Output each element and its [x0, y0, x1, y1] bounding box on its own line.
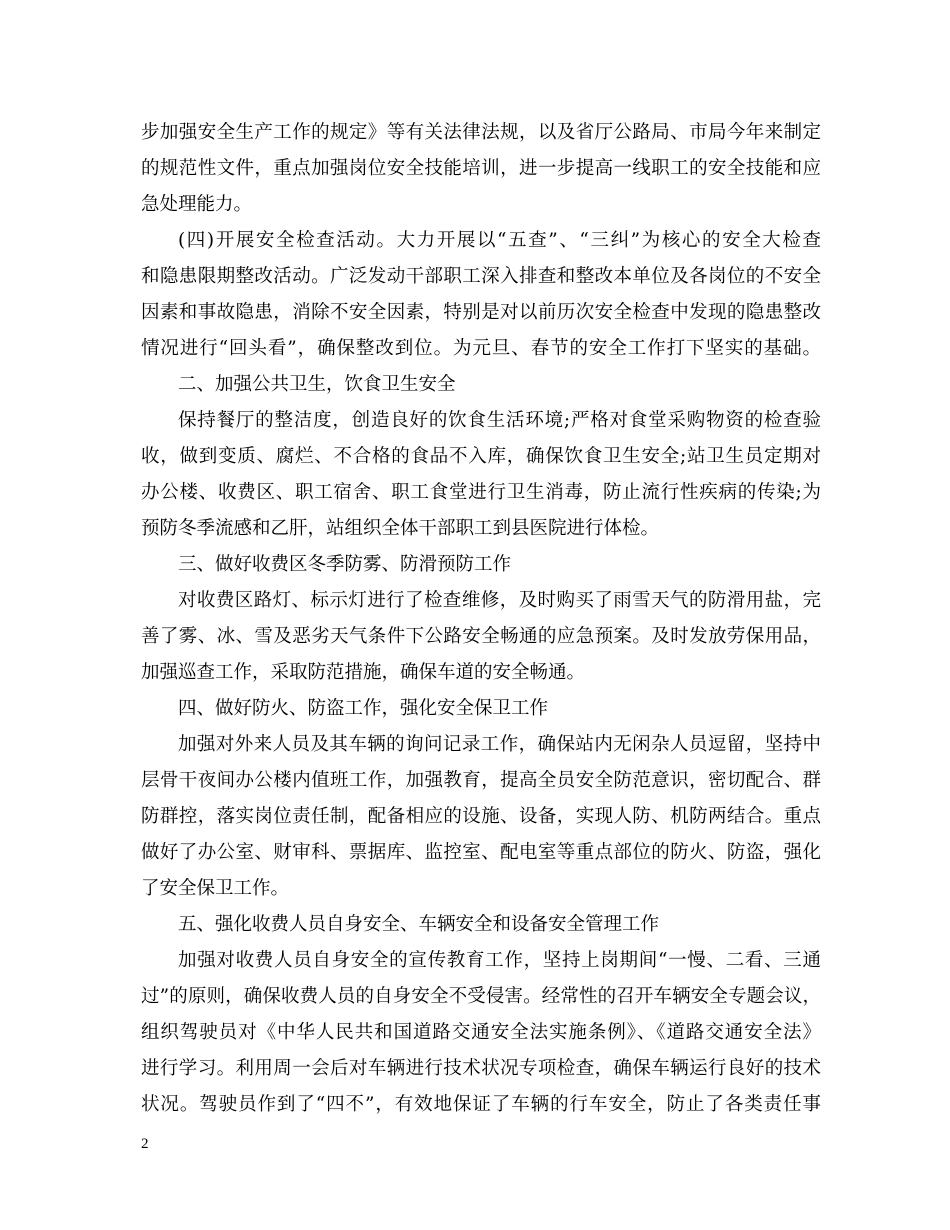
- text-line: 急处理能力。: [141, 194, 253, 215]
- text-line: 预防冬季流感和乙肝，站组织全体干部职工到县医院进行体检。: [141, 518, 660, 539]
- text-line: 步加强安全生产工作的规定》等有关法律法规，以及省厅公路局、市局今年来制定: [141, 122, 821, 143]
- text-line: 进行学习。利用周一会后对车辆进行技术状况专项检查，确保车辆运行良好的技术: [141, 1058, 821, 1079]
- text-line: 收，做到变质、腐烂、不合格的食品不入库，确保饮食卫生安全;站卫生员定期对: [141, 446, 821, 467]
- document-body: [141, 115, 821, 1123]
- text-line: 加强对外来人员及其车辆的询问记录工作，确保站内无闲杂人员逗留，坚持中: [178, 734, 821, 755]
- text-line: 做好了办公室、财审科、票据库、监控室、配电室等重点部位的防火、防盗，强化: [141, 842, 821, 863]
- text-line: 组织驾驶员对《中华人民共和国道路交通安全法实施条例》、《道路交通安全法》: [141, 1022, 821, 1043]
- text-line: 和隐患限期整改活动。广泛发动干部职工深入排查和整改本单位及各岗位的不安全: [141, 266, 821, 287]
- section-heading: 四、做好防火、防盗工作，强化安全保卫工作: [178, 698, 549, 719]
- text-line: 保持餐厅的整洁度，创造良好的饮食生活环境;严格对食堂采购物资的检查验: [178, 410, 821, 431]
- text-line: 的规范性文件，重点加强岗位安全技能培训，进一步提高一线职工的安全技能和应: [141, 158, 821, 179]
- text-line: 办公楼、收费区、职工宿舍、职工食堂进行卫生消毒，防止流行性疾病的传染;为: [141, 482, 821, 503]
- page-number: 2: [141, 1136, 149, 1152]
- text-line: 状况。驾驶员作到了“四不”，有效地保证了车辆的行车安全，防止了各类责任事: [141, 1094, 821, 1115]
- text-line: 加强对收费人员自身安全的宣传教育工作，坚持上岗期间“一慢、二看、三通: [178, 950, 821, 971]
- text-line: 因素和事故隐患，消除不安全因素，特别是对以前历次安全检查中发现的隐患整改: [141, 302, 821, 323]
- section-heading: 三、做好收费区冬季防雾、防滑预防工作: [178, 554, 512, 575]
- section-heading: 五、强化收费人员自身安全、车辆安全和设备安全管理工作: [178, 914, 660, 935]
- text-line: 层骨干夜间办公楼内值班工作，加强教育，提高全员安全防范意识，密切配合、群: [141, 770, 821, 791]
- text-line: 过”的原则，确保收费人员的自身安全不受侵害。经常性的召开车辆安全专题会议，: [141, 986, 821, 1007]
- text-line: (四)开展安全检查活动。大力开展以“五查”、“三纠”为核心的安全大检查: [178, 230, 821, 251]
- text-line: 加强巡查工作，采取防范措施，确保车道的安全畅通。: [141, 662, 586, 683]
- text-line: 防群控，落实岗位责任制，配备相应的设施、设备，实现人防、机防两结合。重点: [141, 806, 821, 827]
- section-heading: 二、加强公共卫生，饮食卫生安全: [178, 374, 456, 395]
- text-line: 了安全保卫工作。: [141, 878, 290, 899]
- text-line: 善了雾、冰、雪及恶劣天气条件下公路安全畅通的应急预案。及时发放劳保用品，: [141, 626, 821, 647]
- text-line: 对收费区路灯、标示灯进行了检查维修，及时购买了雨雪天气的防滑用盐，完: [178, 590, 821, 611]
- text-line: 情况进行“回头看”，确保整改到位。为元旦、春节的安全工作打下坚实的基础。: [141, 338, 821, 359]
